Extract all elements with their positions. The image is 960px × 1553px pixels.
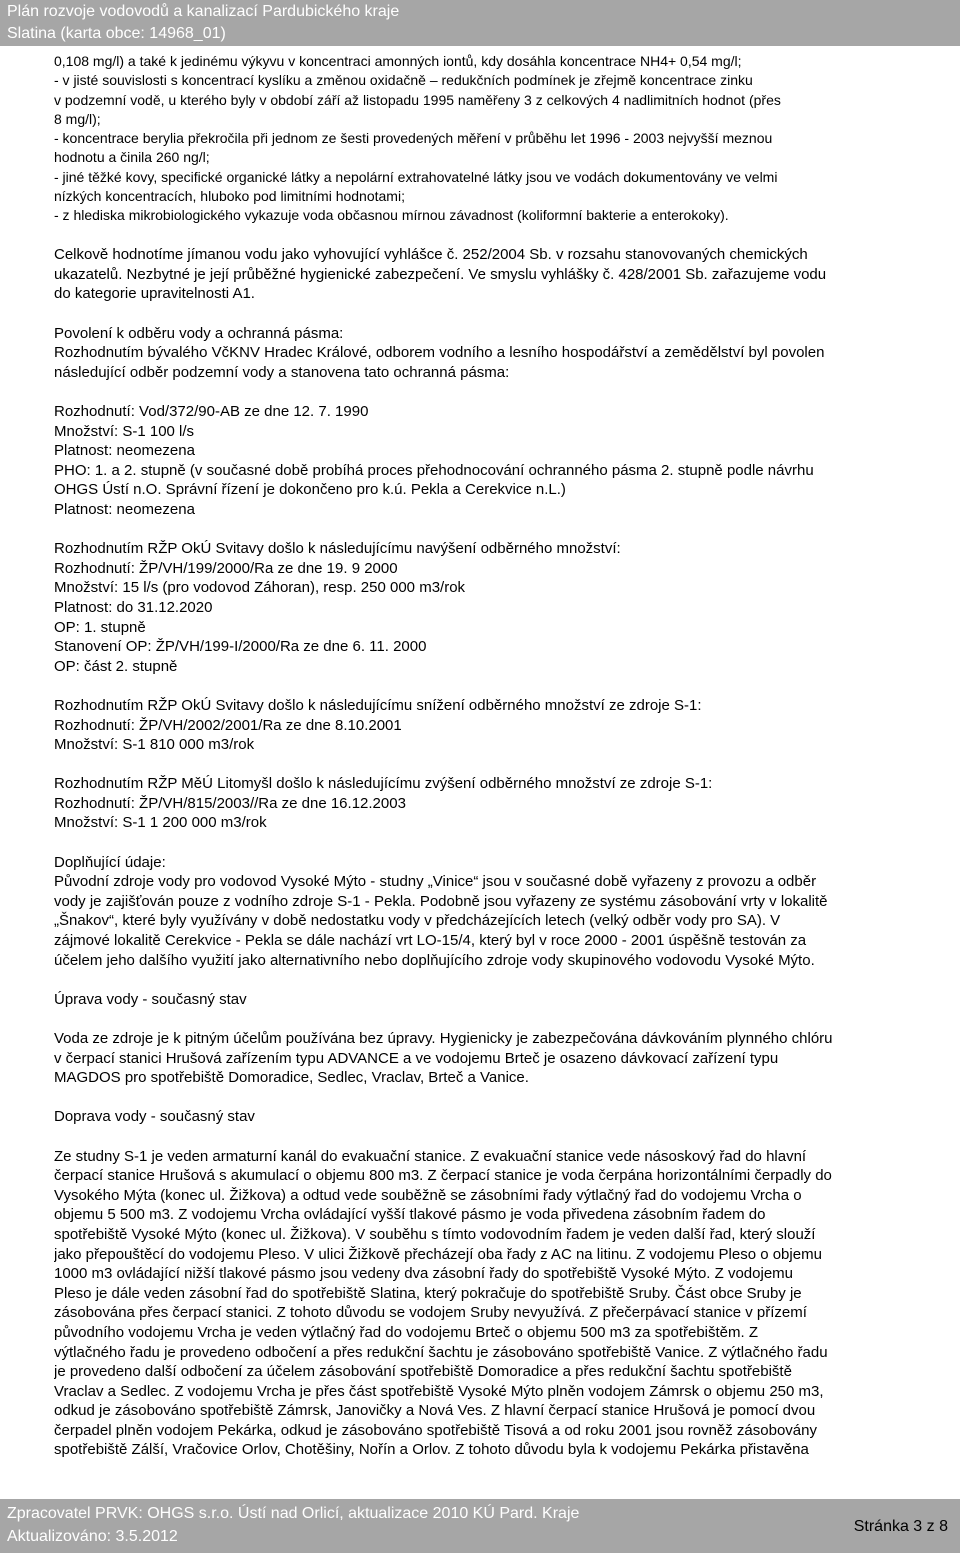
document-body — [54, 52, 954, 1460]
text-line: jako přepouštěcí do vodojemu Pleso. V ulici Žižkově přecházejí oba řady z AC na litinu. Z vodojemu Pleso o objemu — [54, 1245, 822, 1263]
text-line: čerpadel plněn vodojem Pekárka, odkud je zásobováno spotřebiště Tisová a od roku 2001 jsou rovněž zásobovány — [54, 1421, 817, 1439]
page-footer — [0, 1499, 960, 1553]
text-line: OP: část 2. stupně — [54, 657, 178, 675]
text-line: hodnotu a činila 260 ng/l; — [54, 149, 210, 166]
section-heading: Doprava vody - současný stav — [54, 1108, 255, 1126]
text-line: 0,108 mg/l) a také k jedinému výkyvu v koncentraci amonných iontů, kdy dosáhla koncentrace NH4+ 0,54 mg/l; — [54, 53, 742, 69]
text-line: PHO: 1. a 2. stupně (v současné době probíhá proces přehodnocování ochranného pásma 2. stupně podle návrhu — [54, 461, 814, 479]
text-line: v čerpací stanici Hrušová zařízením typu ADVANCE a ve vodojemu Brteč je osazeno dávkovací zařízení typu — [54, 1049, 779, 1067]
text-line: Voda ze zdroje je k pitným účelům používána bez úpravy. Hygienicky je zabezpečována dávkováním plynného chlóru — [54, 1030, 833, 1048]
text-line: Rozhodnutí: ŽP/VH/2002/2001/Ra ze dne 8.10.2001 — [54, 716, 402, 734]
footer-updated: Aktualizováno: 3.5.2012 — [7, 1528, 178, 1545]
section-heading: Úprava vody - současný stav — [54, 990, 247, 1008]
text-line: Platnost: do 31.12.2020 — [54, 598, 213, 616]
text-line: nízkých koncentracích, hluboko pod limitními hodnotami; — [54, 188, 405, 205]
text-line: Rozhodnutí: ŽP/VH/815/2003//Ra ze dne 16.12.2003 — [54, 794, 406, 812]
text-line: zásobována přes čerpací stanici. Z tohoto důvodu se vodojem Sruby nevyužívá. Z přečerpávací stanice v přízemí — [54, 1304, 807, 1322]
footer-author: Zpracovatel PRVK: OHGS s.r.o. Ústí nad Orlicí, aktualizace 2010 KÚ Pard. Kraje — [7, 1505, 580, 1522]
text-line: Platnost: neomezena — [54, 442, 195, 460]
text-line: Rozhodnutí: ŽP/VH/199/2000/Ra ze dne 19. 9 2000 — [54, 559, 398, 577]
intro-section — [54, 52, 954, 226]
section-heading: Povolení k odběru vody a ochranná pásma: — [54, 324, 344, 342]
text-line: 1000 m3 ovládající nižší tlakové pásmo jsou vedeny dva zásobní řady do spotřebiště Vysoké Mýto. Z vodojemu — [54, 1265, 793, 1283]
text-line: Množství: S-1 100 l/s — [54, 422, 195, 440]
text-line: „Šnakov“, které byly využívány v době nedostatku vody v předcházejících letech (velký odběr vody pro SA). V — [54, 912, 781, 930]
text-line: do kategorie upravitelnosti A1. — [54, 285, 255, 303]
text-line: Ze studny S-1 je veden armaturní kanál do evakuační stanice. Z evakuační stanice vede násoskový řad do hlavní — [54, 1147, 807, 1165]
text-line: Rozhodnutím bývalého VčKNV Hradec Králové, odborem vodního a lesního hospodářství a zemědělství byl povolen — [54, 344, 825, 362]
main-section — [54, 226, 954, 1460]
text-line: - z hlediska mikrobiologického vykazuje voda občasnou mírnou závadnost (koliformní bakterie a enterokoky). — [54, 207, 729, 224]
text-line: Původní zdroje vody pro vodovod Vysoké Mýto - studny „Vinice“ jsou v současné době vyřazeny z provozu a odběr — [54, 873, 817, 891]
text-line: Množství: S-1 810 000 m3/rok — [54, 736, 255, 754]
header-title: Plán rozvoje vodovodů a kanalizací Pardubického kraje — [7, 3, 400, 20]
text-line: - v jisté souvislosti s koncentrací kyslíku a změnou oxidačně – redukčních podmínek je zřejmě koncentrace zinku — [54, 72, 753, 89]
text-line: Stanovení OP: ŽP/VH/199-I/2000/Ra ze dne 6. 11. 2000 — [54, 638, 427, 656]
text-line: Pleso je dále veden zásobní řad do spotřebiště Slatina, který pokračuje do spotřebiště Sruby. Část obce Sruby je — [54, 1284, 802, 1302]
text-line: v podzemní vodě, u kterého byly v období září až listopadu 1995 naměřeny 3 z celkových 4 nadlimitních hodnot (přes — [54, 91, 781, 108]
text-line: 8 mg/l); — [54, 110, 101, 127]
text-line: následující odběr podzemní vody a stanovena tato ochranná pásma: — [54, 363, 510, 381]
text-line: spotřebiště Vysoké Mýto (konec ul. Žižkova). V souběhu s tímto vodovodním řadem je veden další řad, který slouží — [54, 1225, 816, 1243]
text-line: vody je zajišťován pouze z vodního zdroje S-1 - Pekla. Podobně jsou vyřazeny ze systému zásobování vrty v lokalitě — [54, 892, 828, 910]
text-line: spotřebiště Zálší, Vračovice Orlov, Chotěšiny, Nořín a Orlov. Z tohoto důvodu byla k vodojemu Pekárka přistavěna — [54, 1441, 809, 1459]
text-line: Rozhodnutím RŽP OkÚ Svitavy došlo k následujícímu snížení odběrného množství ze zdroje S-1: — [54, 696, 702, 714]
text-line: účelem jeho dalšího využití jako alternativního nebo doplňujícího zdroje vody skupinového vodovodu Vysoké Mýto. — [54, 951, 815, 969]
text-line: Rozhodnutím RŽP OkÚ Svitavy došlo k následujícímu navýšení odběrného množství: — [54, 540, 621, 558]
text-line: Vysokého Mýta (konec ul. Žižkova) a odtud vede souběžně se zásobními řady výtlačný řad do vodojemu Vrcha o — [54, 1186, 802, 1204]
text-line: původního vodojemu Vrcha je veden výtlačný řad do vodojemu Brteč o objemu 500 m3 za spotřebištěm. Z — [54, 1323, 758, 1341]
text-line: zájmové lokalitě Cerekvice - Pekla se dále nachází vrt LO-15/4, který byl v roce 2000 - 2001 úspěšně testován za — [54, 932, 807, 950]
text-line: je provedeno další odbočení za účelem zásobování spotřebiště Domoradice a přes redukční šachtu spotřebiště — [54, 1363, 792, 1381]
header-subtitle: Slatina (karta obce: 14968_01) — [7, 25, 226, 42]
text-line: Množství: S-1 1 200 000 m3/rok — [54, 814, 267, 832]
text-line: objemu 5 500 m3. Z vodojemu Vrcha ovládající vyšší tlakové pásmo je voda přivedena zásobním řadem do — [54, 1206, 766, 1224]
text-line: OP: 1. stupně — [54, 618, 146, 636]
page-number: Stránka 3 z 8 — [853, 1518, 948, 1535]
page-header — [0, 0, 960, 46]
text-line: Rozhodnutí: Vod/372/90-AB ze dne 12. 7. 1990 — [54, 403, 369, 421]
text-line: - koncentrace berylia překročila při jednom ze šesti provedených měření v průběhu let 1996 - 2003 nejvyšší meznou — [54, 130, 773, 147]
section-heading: Doplňující údaje: — [54, 853, 166, 871]
text-line: ukazatelů. Nezbytné je její průběžné hygienické zabezpečení. Ve smyslu vyhlášky č. 428/2001 Sb. zařazujeme vodu — [54, 265, 827, 283]
text-line: Celkově hodnotíme jímanou vodu jako vyhovující vyhlášce č. 252/2004 Sb. v rozsahu stanovovaných chemických — [54, 246, 808, 264]
text-line: Vraclav a Sedlec. Z vodojemu Vrcha je přes část spotřebiště Vysoké Mýto plněn vodojem Zámrsk o objemu 250 m3, — [54, 1382, 824, 1400]
text-line: - jiné těžké kovy, specifické organické látky a nepolární extrahovatelné látky jsou ve vodách dokumentovány ve velmi — [54, 168, 778, 185]
text-line: čerpací stanice Hrušová s akumulací o objemu 800 m3. Z čerpací stanice je voda čerpána horizontálními čerpadly do — [54, 1167, 832, 1185]
text-line: Množství: 15 l/s (pro vodovod Záhoran), resp. 250 000 m3/rok — [54, 579, 466, 597]
text-line: Rozhodnutím RŽP MěÚ Litomyšl došlo k následujícímu zvýšení odběrného množství ze zdroje S-1: — [54, 775, 713, 793]
text-line: Platnost: neomezena — [54, 500, 195, 518]
text-line: odkud je zásobováno spotřebiště Zámrsk, Janovičky a Nová Ves. Z hlavní čerpací stanice Hrušová je pomocí dvou — [54, 1402, 816, 1420]
text-line: OHGS Ústí n.O. Správní řízení je dokončeno pro k.ú. Pekla a Cerekvice n.L.) — [54, 481, 566, 499]
text-line: MAGDOS pro spotřebiště Domoradice, Sedlec, Vraclav, Brteč a Vanice. — [54, 1069, 529, 1087]
text-line: výtlačného řadu je provedeno odbočení a přes redukční šachtu je zásobováno spotřebiště Vanice. Z výtlačného řadu — [54, 1343, 828, 1361]
